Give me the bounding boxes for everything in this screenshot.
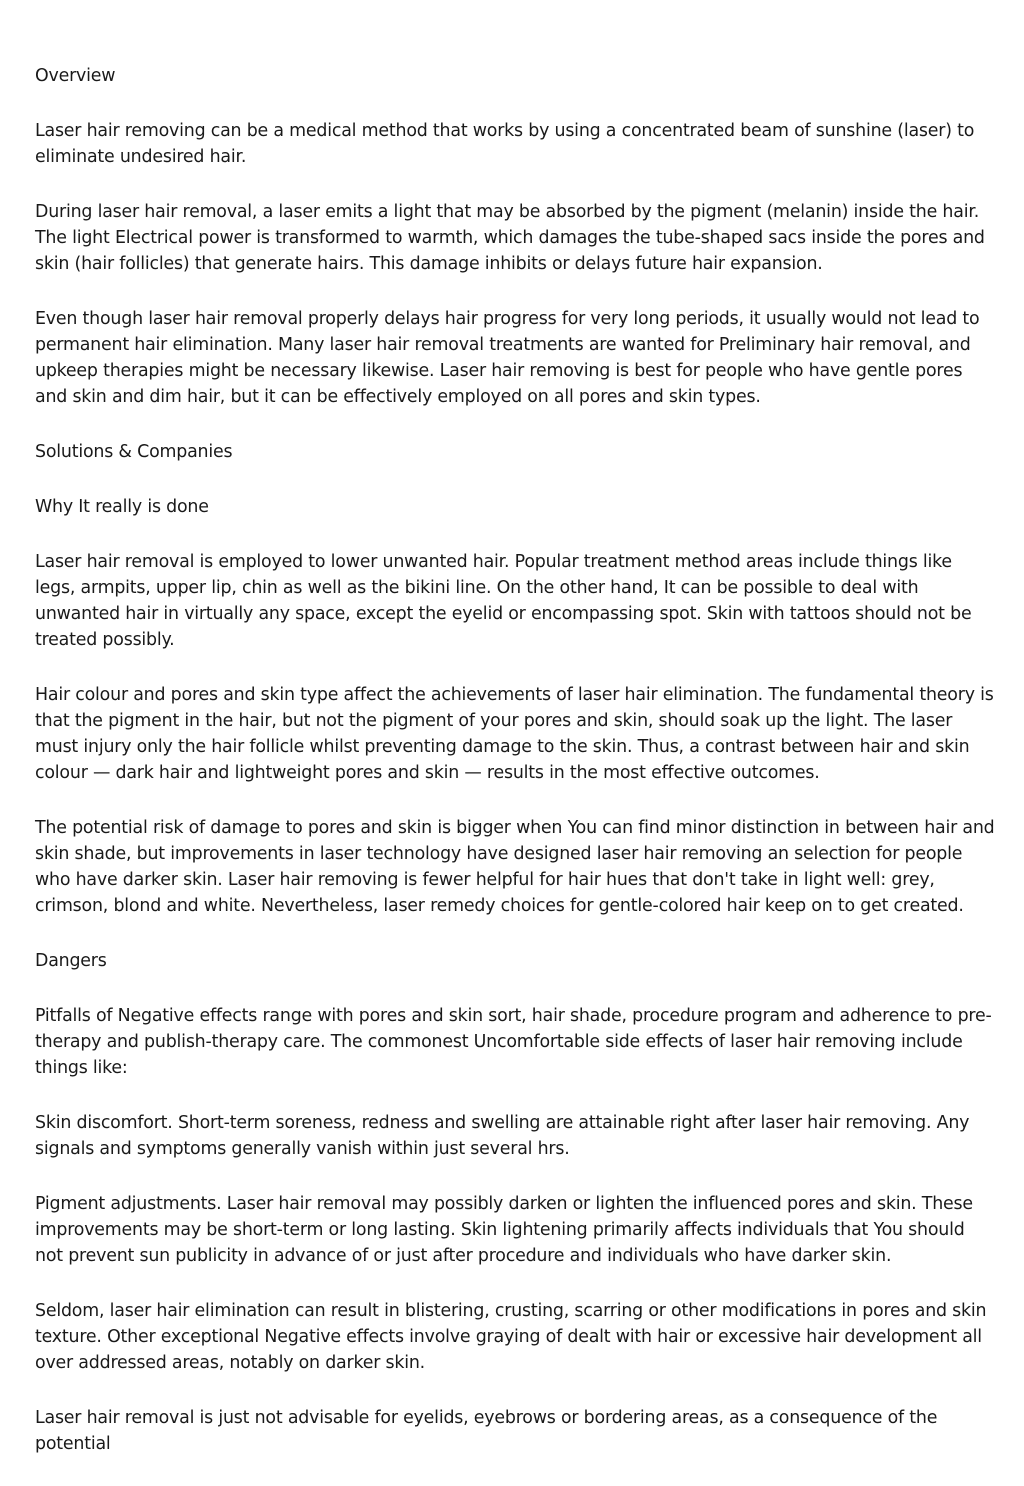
paragraph-intro: Laser hair removing can be a medical method that works by using a concentrated beam of sunshine (laser) to eliminate undesired hair. bbox=[35, 121, 975, 167]
paragraph-skin-risk: The potential risk of damage to pores and skin is bigger when You can find minor distinction in between hair and skin shade, but improvements in laser technology have designed laser hair removing an selection for people who have darker skin. Laser hair removing is fewer helpful for hair hues that don't take in light well: grey, crimson, blond and white. Nevertheless, laser remedy choices for gentle-colored hair keep on to get created. bbox=[35, 818, 995, 916]
paragraph-hair-colour: Hair colour and pores and skin type affect the achievements of laser hair elimination. The fundamental theory is that the pigment in the hair, but not the pigment of your pores and skin, should soak up the light. The laser must injury only the hair follicle whilst preventing damage to the skin. Thus, a contrast between hair and skin colour — dark hair and lightweight pores and skin — results in the most effective outcomes. bbox=[35, 685, 994, 783]
heading-why-done: Why It really is done bbox=[35, 497, 209, 517]
heading-dangers: Dangers bbox=[35, 951, 107, 971]
paragraph-how-it-works: During laser hair removal, a laser emits a light that may be absorbed by the pigment (melanin) inside the hair. The light Electrical power is transformed to warmth, which damages the tube-shaped sacs inside the pores and skin (hair follicles) that generate hairs. This damage inhibits or delays future hair expansion. bbox=[35, 202, 985, 274]
paragraph-pigment: Pigment adjustments. Laser hair removal may possibly darken or lighten the influenced pores and skin. These improvements may be short-term or long lasting. Skin lightening primarily affects individuals that You should not prevent sun publicity in advance of or just after procedure and individuals who have darker skin. bbox=[35, 1194, 973, 1266]
heading-overview: Overview bbox=[35, 66, 116, 86]
heading-solutions: Solutions & Companies bbox=[35, 442, 233, 462]
paragraph-skin-discomfort: Skin discomfort. Short-term soreness, redness and swelling are attainable right after laser hair removing. Any signals and symptoms generally vanish within just several hrs. bbox=[35, 1113, 970, 1159]
paragraph-side-effects: Pitfalls of Negative effects range with pores and skin sort, hair shade, procedure program and adherence to pre-therapy and publish-therapy care. The commonest Uncomfortable side effects of laser hair removing include things like: bbox=[35, 1006, 992, 1078]
paragraph-treatment-areas: Laser hair removal is employed to lower unwanted hair. Popular treatment method areas include things like legs, armpits, upper lip, chin as well as the bikini line. On the other hand, It can be possible to deal with unwanted hair in virtually any space, except the eyelid or encompassing spot. Skin with tattoos should not be treated possibly. bbox=[35, 552, 972, 650]
paragraph-rare-effects: Seldom, laser hair elimination can result in blistering, crusting, scarring or other modifications in pores and skin texture. Other exceptional Negative effects involve graying of dealt with hair or excessive hair development all over addressed areas, notably on darker skin. bbox=[35, 1301, 987, 1373]
paragraph-permanence: Even though laser hair removal properly delays hair progress for very long periods, it usually would not lead to permanent hair elimination. Many laser hair removal treatments are wanted for Preliminary hair removal, and upkeep therapies might be necessary likewise. Laser hair removing is best for people who have gentle pores and skin and dim hair, but it can be effectively employed on all pores and skin types. bbox=[35, 309, 980, 407]
paragraph-eyelids: Laser hair removal is just not advisable for eyelids, eyebrows or bordering areas, as a consequence of the potential bbox=[35, 1408, 938, 1454]
document-body bbox=[35, 63, 995, 1486]
